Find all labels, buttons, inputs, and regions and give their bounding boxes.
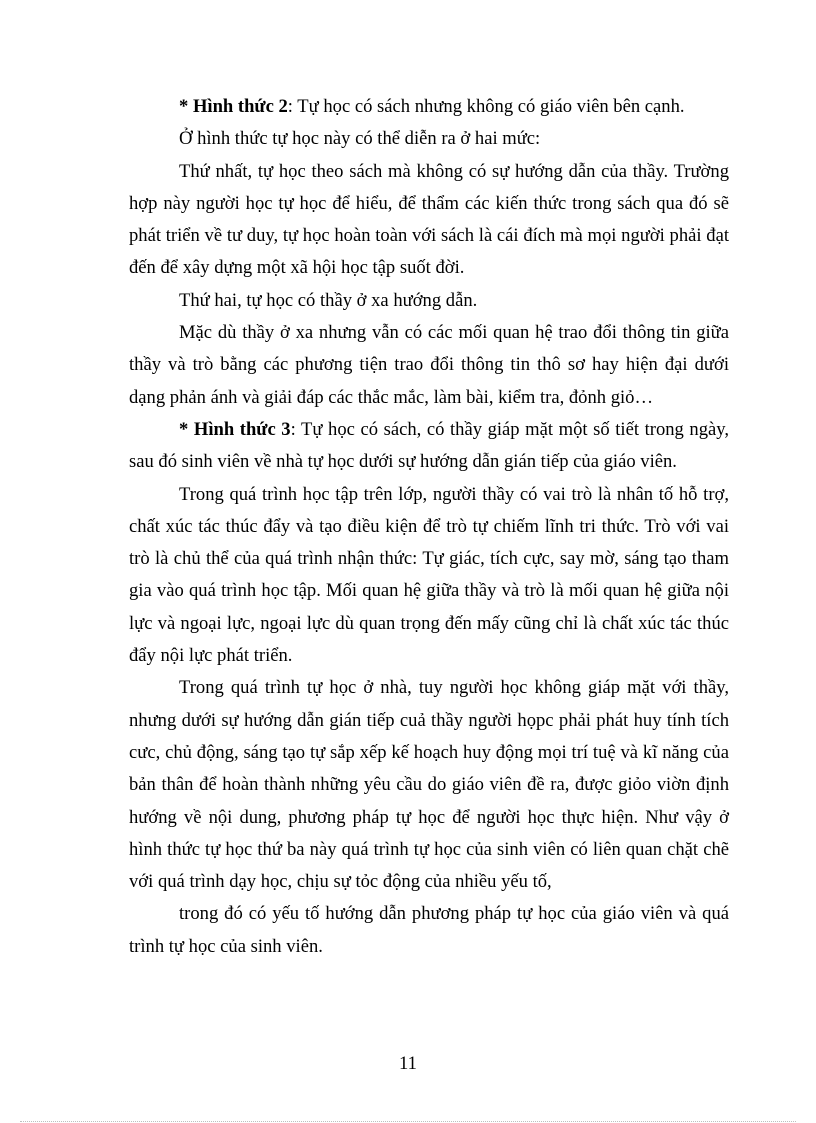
body-paragraph: trong đó có yếu tố hướng dẫn phương pháp tự học của giáo viên và quá trình tự học của sinh viên. [129,903,729,957]
body-paragraph: Thứ nhất, tự học theo sách mà không có sự hướng dẫn của thầy. Trường hợp này người học tự học để hiểu, để thẩm các kiến thức trong sách qua đó sẽ phát triển về tư duy, tự học hoàn toàn với sách là cái đích mà mọi người phải đạt đến để xây dựng một xã hội học tập suốt đời. [129,160,729,279]
document-body [129,91,729,963]
page-number: 11 [399,1053,417,1074]
form-2-text: : Tự học có sách nhưng không có giáo viên bên cạnh. [287,96,685,117]
form-3-paragraph [129,414,729,479]
body-paragraph: Thứ hai, tự học có thầy ở xa hướng dẫn. [179,289,478,311]
form-3-heading: * Hình thức 3 [179,418,291,440]
form-3-text: : Tự học có sách, có thầy giáp mặt một số tiết trong ngày, sau đó sinh viên về nhà tự học dưới sự hướng dẫn gián tiếp của giáo viên. [129,418,729,473]
body-paragraph: Trong quá trình tự học ở nhà, tuy người học không giáp mặt với thầy, nhưng dưới sự hướng dẫn gián tiếp cuả thầy người họpc phải phát huy tính tích cưc, chủ động, sáng tạo tự sắp xếp kế hoạch huy động mọi trí tuệ và kĩ năng của bản thân để hoàn thành những yêu cầu do giáo viên đề ra, được giỏo viờn định hướng về nội dung, phương pháp tự học để người học thực hiện. Như vậy ở hình thức tự học thứ ba này quá trình tự học của sinh viên có liên quan chặt chẽ với quá trình dạy học, chịu sự tỏc động của nhiều yếu tố, [129,677,729,893]
footer-divider [20,1121,796,1122]
body-paragraph: Trong quá trình học tập trên lớp, người thầy có vai trò là nhân tố hỗ trợ, chất xúc tác thúc đẩy và tạo điều kiện để trò tự chiếm lĩnh tri thức. Trò với vai trò là chủ thể của quá trình nhận thức: Tự giác, tích cực, say mờ, sáng tạo tham gia vào quá trình học tập. Mối quan hệ giữa thầy và trò là mối quan hệ giữa nội lực và ngoại lực, ngoại lực dù quan trọng đến mấy cũng chỉ là chất xúc tác thúc đẩy nội lực phát triển. [129,483,729,667]
form-2-paragraph [129,91,729,123]
body-paragraph: Mặc dù thầy ở xa nhưng vẫn có các mối quan hệ trao đổi thông tin giữa thầy và trò bằng các phương tiện trao đổi thông tin thô sơ hay hiện đại dưới dạng phản ánh và giải đáp các thắc mắc, làm bài, kiểm tra, đỏnh giỏ… [129,322,729,408]
form-2-heading: * Hình thức 2 [179,96,288,117]
body-paragraph: Ở hình thức tự học này có thể diễn ra ở hai mức: [179,128,541,150]
